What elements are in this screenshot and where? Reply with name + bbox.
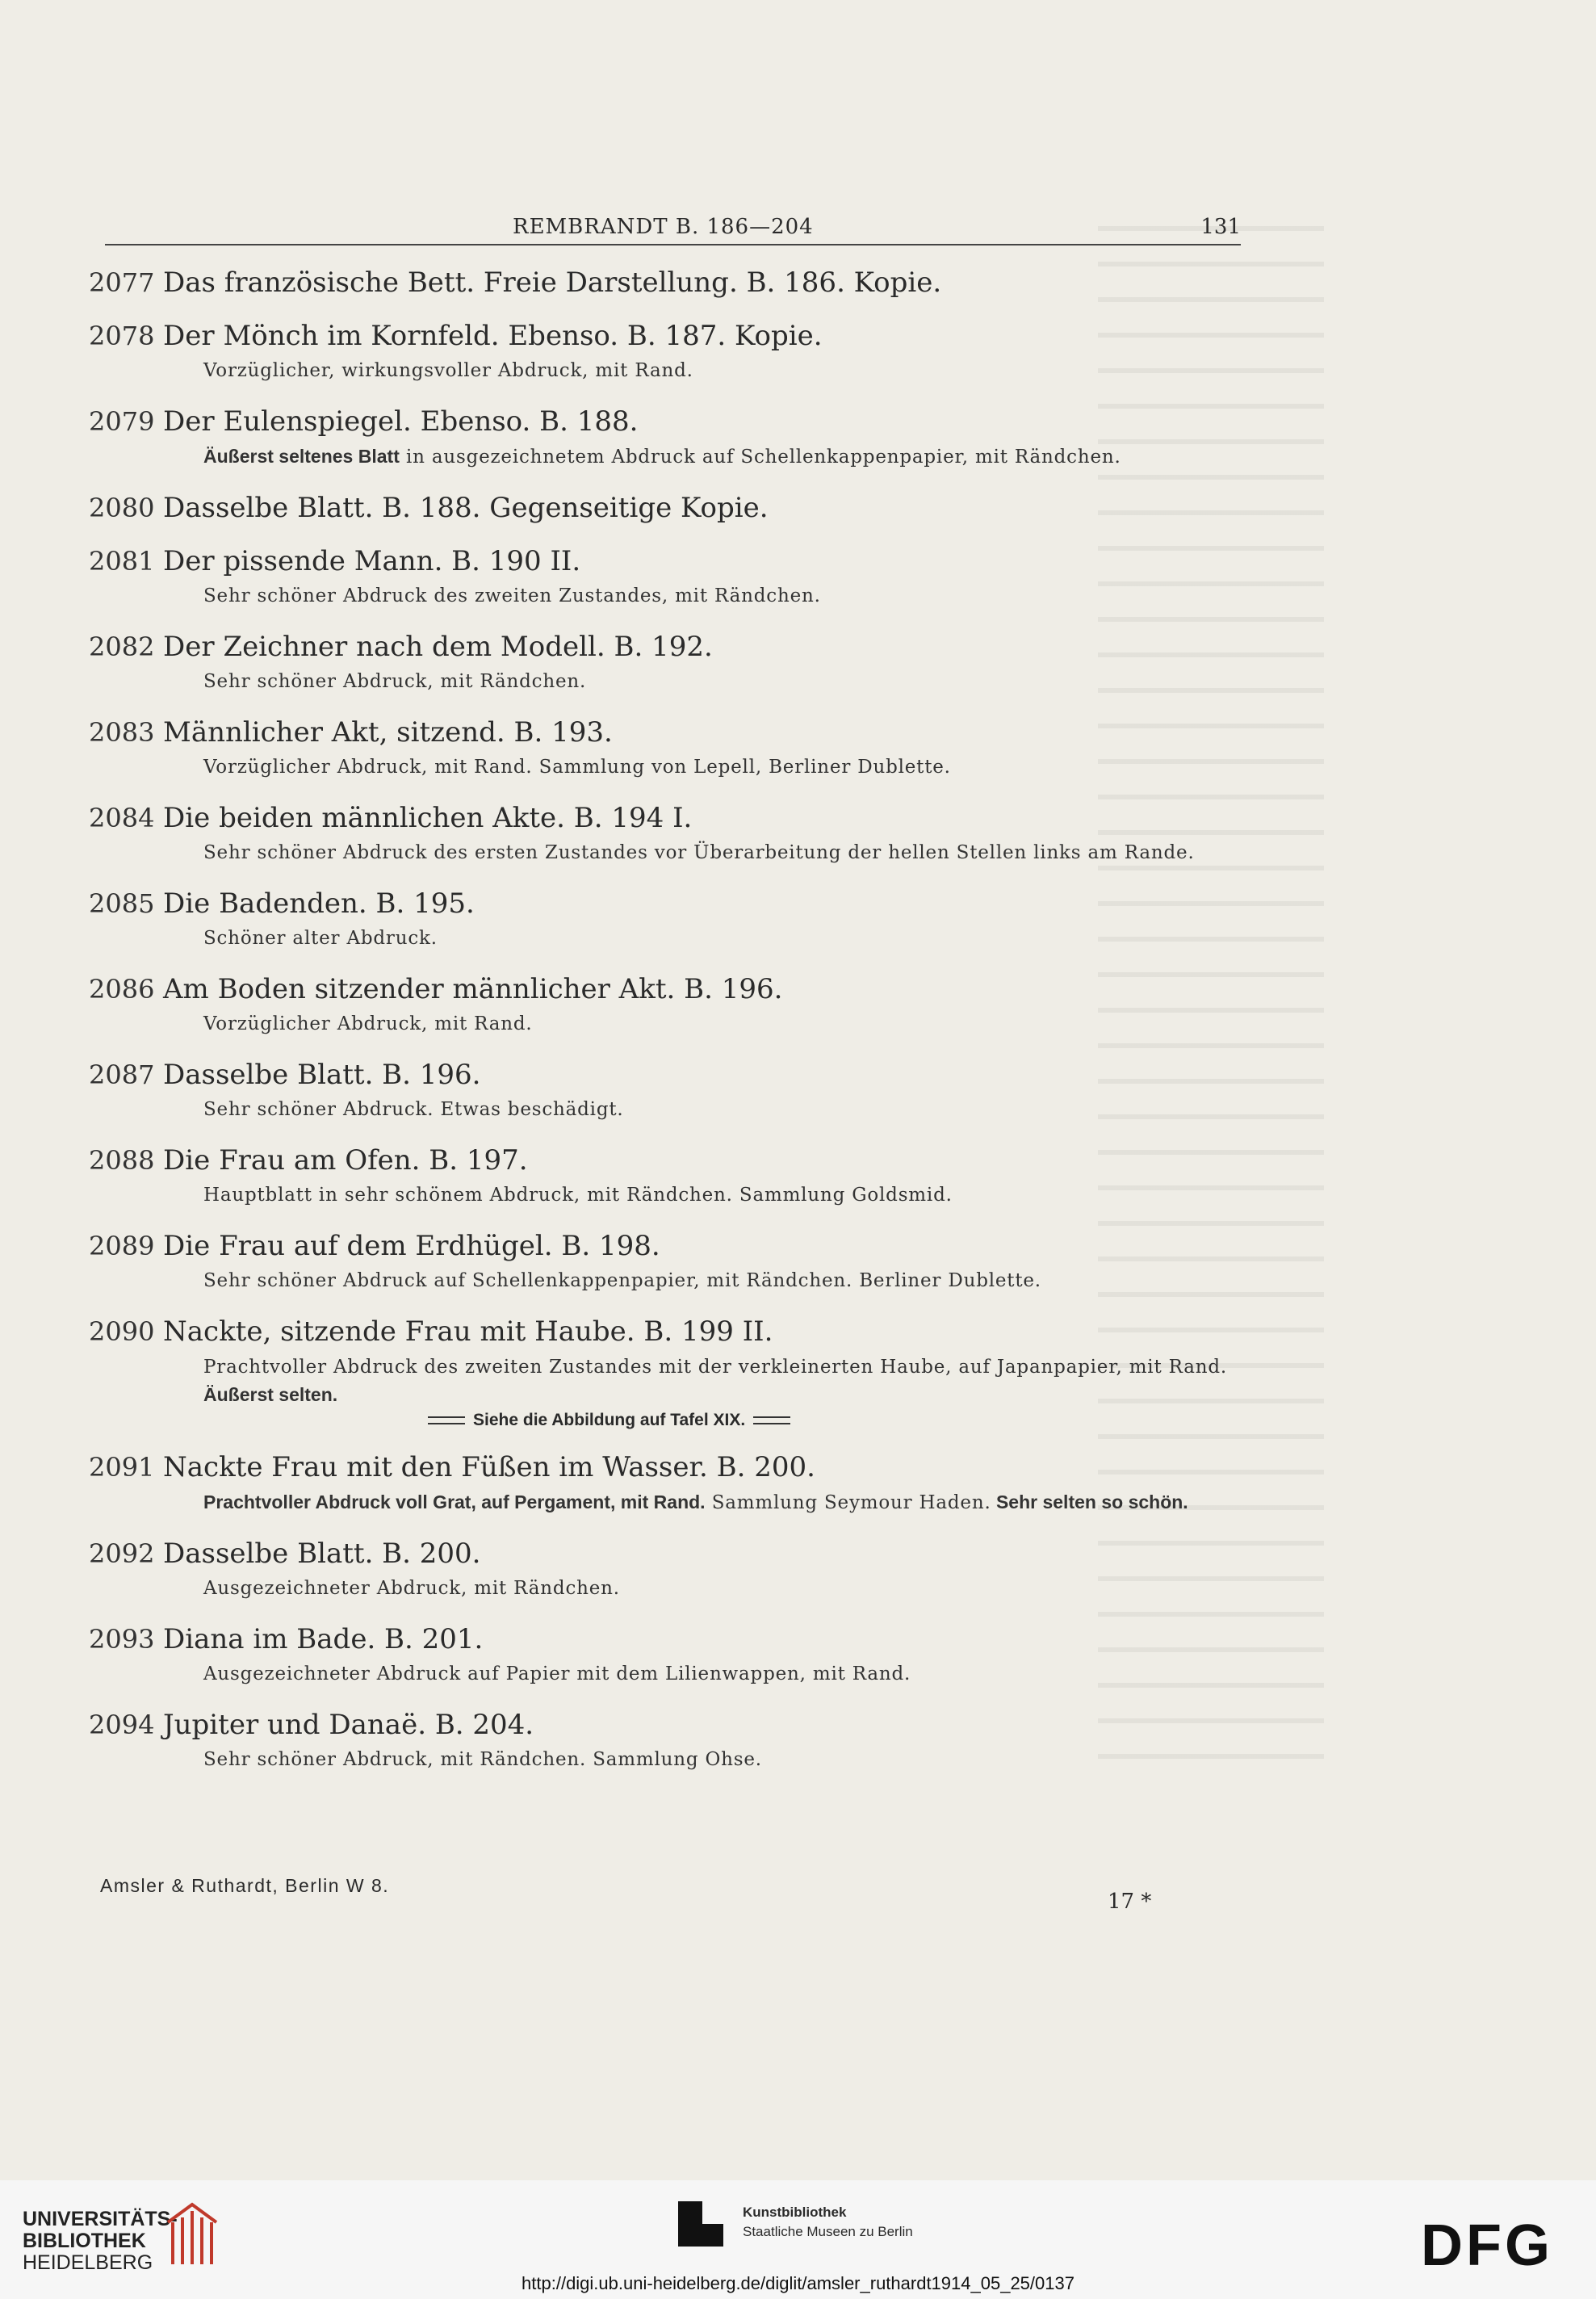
entry-title: Der pissende Mann. B. 190 II. xyxy=(163,545,581,577)
entry-number: 2089 xyxy=(89,1231,155,1261)
entry-description xyxy=(203,443,1251,471)
entry-number: 2082 xyxy=(89,631,155,662)
catalogue-entry xyxy=(89,1623,1251,1688)
catalogue-entry xyxy=(89,716,1251,781)
entry-title: Die Badenden. B. 195. xyxy=(163,887,475,920)
entry-description-emphasis: Sehr selten so schön. xyxy=(991,1491,1188,1512)
entry-description-emphasis: Äußerst selten. xyxy=(203,1384,338,1405)
plate-reference xyxy=(420,1411,1251,1430)
entry-number: 2086 xyxy=(89,974,155,1005)
entry-description xyxy=(203,1181,1251,1209)
ub-heidelberg-logo-icon xyxy=(160,2198,223,2271)
uni-line-1: UNIVERSITÄTS- xyxy=(23,2208,178,2230)
entry-description xyxy=(203,1267,1251,1294)
catalogue-entry xyxy=(89,1315,1251,1430)
running-title: REMBRANDT B. 186—204 xyxy=(513,215,814,239)
catalogue-entry xyxy=(89,320,1251,384)
running-header xyxy=(105,208,1241,241)
entry-heading xyxy=(89,1451,1251,1483)
entry-description xyxy=(203,1746,1251,1773)
entry-heading xyxy=(89,1709,1251,1741)
header-rule xyxy=(105,244,1241,245)
entry-heading xyxy=(89,1144,1251,1177)
signature-mark: 17 * xyxy=(1108,1890,1152,1914)
entry-number: 2094 xyxy=(89,1710,155,1740)
entry-title: Dasselbe Blatt. B. 200. xyxy=(163,1538,481,1570)
entry-title: Diana im Bade. B. 201. xyxy=(163,1623,484,1655)
catalogue-entries xyxy=(89,266,1251,1794)
entry-description xyxy=(203,1575,1251,1602)
entry-title: Dasselbe Blatt. B. 196. xyxy=(163,1059,481,1091)
entry-description xyxy=(203,582,1251,610)
entry-title: Nackte, sitzende Frau mit Haube. B. 199 II. xyxy=(163,1315,773,1348)
entry-number: 2091 xyxy=(89,1452,155,1483)
entry-number: 2093 xyxy=(89,1624,155,1655)
entry-heading xyxy=(89,887,1251,920)
entry-heading xyxy=(89,802,1251,834)
entry-title: Der Mönch im Kornfeld. Ebenso. B. 187. Kopie. xyxy=(163,320,823,352)
entry-heading xyxy=(89,1315,1251,1348)
entry-heading xyxy=(89,631,1251,663)
entry-description-text: Schöner alter Abdruck. xyxy=(203,928,438,949)
catalogue-entry xyxy=(89,887,1251,952)
double-rule xyxy=(753,1416,790,1424)
entry-description xyxy=(203,1353,1251,1409)
entry-title: Die beiden männlichen Akte. B. 194 I. xyxy=(163,802,693,834)
page-number: 131 xyxy=(1200,215,1241,239)
entry-description xyxy=(203,1660,1251,1688)
entry-heading xyxy=(89,1059,1251,1091)
ub-heidelberg-logo-text[interactable] xyxy=(23,2209,178,2274)
entry-number: 2090 xyxy=(89,1316,155,1347)
entry-number: 2092 xyxy=(89,1538,155,1569)
double-rule xyxy=(428,1416,465,1424)
entry-description-text: Sehr schöner Abdruck des zweiten Zustandes, mit Rändchen. xyxy=(203,585,821,606)
entry-description-text: Vorzüglicher Abdruck, mit Rand. xyxy=(203,1013,533,1034)
entry-number: 2087 xyxy=(89,1059,155,1090)
entry-number: 2077 xyxy=(89,267,155,298)
catalogue-entry xyxy=(89,545,1251,610)
entry-title: Jupiter und Danaë. B. 204. xyxy=(163,1709,534,1741)
catalogue-entry xyxy=(89,802,1251,866)
kunstbibliothek-logo-icon xyxy=(678,2201,727,2250)
entry-number: 2081 xyxy=(89,546,155,577)
entry-description-text: Sehr schöner Abdruck auf Schellenkappenpapier, mit Rändchen. Berliner Dublette. xyxy=(203,1270,1041,1291)
entry-heading xyxy=(89,1538,1251,1570)
entry-number: 2080 xyxy=(89,493,155,523)
plate-reference-text: Siehe die Abbildung auf Tafel XIX. xyxy=(473,1411,746,1429)
entry-heading xyxy=(89,1230,1251,1262)
entry-number: 2083 xyxy=(89,717,155,748)
catalogue-entry xyxy=(89,631,1251,695)
entry-description-text: Vorzüglicher, wirkungsvoller Abdruck, mit Rand. xyxy=(203,360,693,381)
entry-title: Männlicher Akt, sitzend. B. 193. xyxy=(163,716,613,749)
entry-heading xyxy=(89,405,1251,438)
entry-description-text: Sehr schöner Abdruck des ersten Zustandes vor Überarbeitung der hellen Stellen links am Rande. xyxy=(203,842,1195,863)
kb-line-2: Staatliche Museen zu Berlin xyxy=(743,2224,913,2239)
entry-description-text: Ausgezeichneter Abdruck, mit Rändchen. xyxy=(203,1578,620,1599)
uni-line-3: HEIDELBERG xyxy=(23,2251,153,2274)
entry-title: Die Frau auf dem Erdhügel. B. 198. xyxy=(163,1230,660,1262)
catalogue-entry xyxy=(89,492,1251,524)
catalogue-entry xyxy=(89,405,1251,471)
catalogue-entry xyxy=(89,1538,1251,1602)
entry-description-text: Hauptblatt in sehr schönem Abdruck, mit Rändchen. Sammlung Goldsmid. xyxy=(203,1185,953,1206)
entry-title: Dasselbe Blatt. B. 188. Gegenseitige Kopie. xyxy=(163,492,769,524)
entry-number: 2085 xyxy=(89,888,155,919)
entry-description xyxy=(203,357,1251,384)
entry-description-text: Prachtvoller Abdruck des zweiten Zustandes mit der verkleinerten Haube, auf Japanpapier, mit Rand. xyxy=(203,1357,1228,1378)
entry-title: Der Eulenspiegel. Ebenso. B. 188. xyxy=(163,405,639,438)
entry-number: 2084 xyxy=(89,803,155,833)
entry-title: Nackte Frau mit den Füßen im Wasser. B. 200. xyxy=(163,1451,815,1483)
entry-heading xyxy=(89,320,1251,352)
entry-number: 2088 xyxy=(89,1145,155,1176)
entry-description-text: Ausgezeichneter Abdruck auf Papier mit dem Lilienwappen, mit Rand. xyxy=(203,1663,911,1684)
entry-heading xyxy=(89,973,1251,1005)
catalogue-entry xyxy=(89,1230,1251,1294)
entry-heading xyxy=(89,716,1251,749)
entry-title: Der Zeichner nach dem Modell. B. 192. xyxy=(163,631,713,663)
entry-heading xyxy=(89,545,1251,577)
entry-heading xyxy=(89,492,1251,524)
entry-description-text: Sehr schöner Abdruck. Etwas beschädigt. xyxy=(203,1099,624,1120)
entry-title: Die Frau am Ofen. B. 197. xyxy=(163,1144,528,1177)
permalink-url[interactable]: http://digi.ub.uni-heidelberg.de/diglit/amsler_ruthardt1914_05_25/0137 xyxy=(522,2273,1074,2293)
entry-description-emphasis: Prachtvoller Abdruck voll Grat, auf Pergament, mit Rand. xyxy=(203,1491,706,1512)
entry-number: 2079 xyxy=(89,406,155,437)
entry-description-text: in ausgezeichnetem Abdruck auf Schellenkappenpapier, mit Rändchen. xyxy=(399,447,1121,468)
entry-description xyxy=(203,1096,1251,1123)
entry-number: 2078 xyxy=(89,321,155,351)
entry-description-text: Sehr schöner Abdruck, mit Rändchen. xyxy=(203,671,587,692)
entry-description xyxy=(203,925,1251,952)
catalogue-entry xyxy=(89,1144,1251,1209)
entry-title: Am Boden sitzender männlicher Akt. B. 196. xyxy=(163,973,783,1005)
entry-description xyxy=(203,1010,1251,1038)
entry-description-emphasis: Äußerst seltenes Blatt xyxy=(203,446,400,467)
entry-heading xyxy=(89,1623,1251,1655)
entry-description xyxy=(203,753,1251,781)
entry-description xyxy=(203,668,1251,695)
entry-description-text: Sammlung Seymour Haden. xyxy=(705,1492,991,1513)
entry-description-text: Vorzüglicher Abdruck, mit Rand. Sammlung von Lepell, Berliner Dublette. xyxy=(203,757,951,778)
kb-line-1: Kunstbibliothek xyxy=(743,2205,847,2220)
entry-description xyxy=(203,1488,1251,1517)
catalogue-entry xyxy=(89,1059,1251,1123)
entry-heading xyxy=(89,266,1251,299)
catalogue-entry xyxy=(89,1451,1251,1517)
entry-description-text: Sehr schöner Abdruck, mit Rändchen. Sammlung Ohse. xyxy=(203,1749,762,1770)
entry-title: Das französische Bett. Freie Darstellung. B. 186. Kopie. xyxy=(163,266,942,299)
entry-description xyxy=(203,839,1251,866)
publisher-line: Amsler & Ruthardt, Berlin W 8. xyxy=(100,1875,390,1896)
dfg-logo[interactable]: DFG xyxy=(1421,2213,1553,2278)
catalogue-entry xyxy=(89,973,1251,1038)
catalogue-entry xyxy=(89,266,1251,299)
kunstbibliothek-logo-text[interactable] xyxy=(743,2203,913,2242)
uni-line-2: BIBLIOTHEK xyxy=(23,2230,146,2252)
catalogue-entry xyxy=(89,1709,1251,1773)
